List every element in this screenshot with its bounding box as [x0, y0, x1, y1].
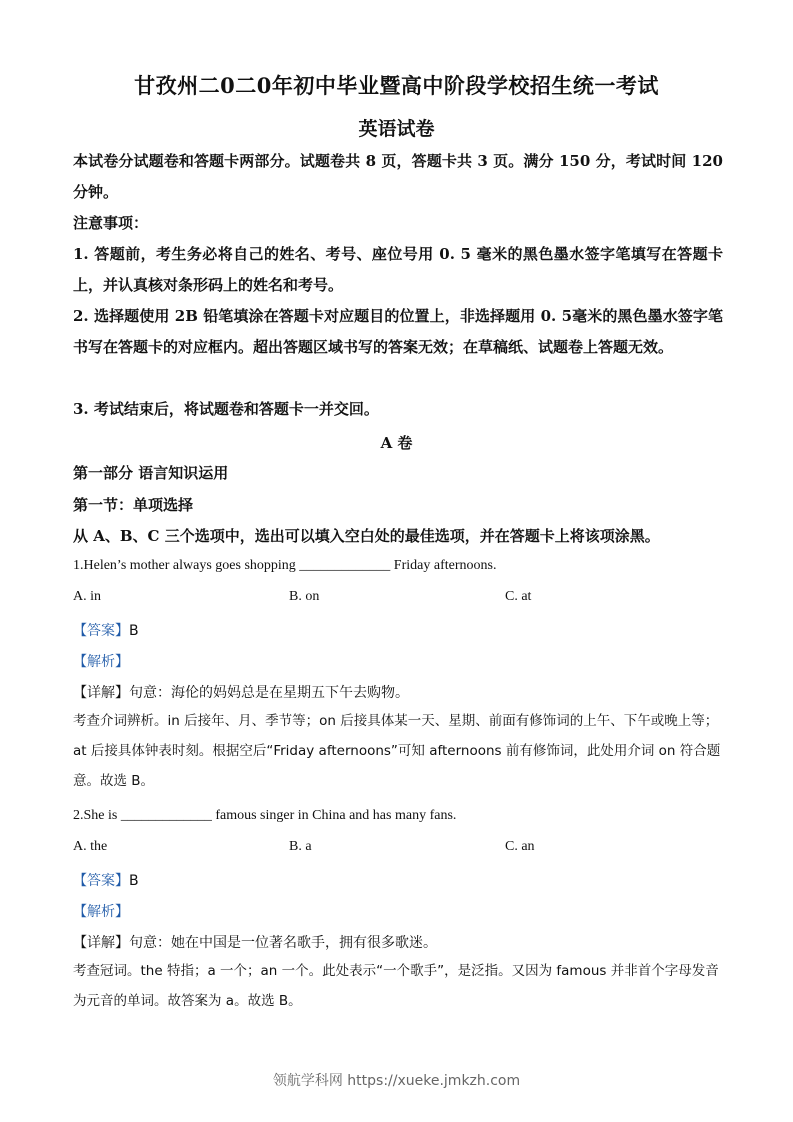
intro-paragraph: 本试卷分试题卷和答题卡两部分。试题卷共 8 页，答题卡共 3 页。满分 150 分，考试时间 120 分钟。 — [73, 152, 723, 201]
option-a: A. in — [73, 589, 101, 604]
volume-heading: A 卷 — [380, 434, 413, 452]
detail-line — [73, 682, 409, 702]
answer-line — [73, 870, 139, 890]
notice-item: 1. 答题前，考生务必将自己的姓名、考号、座位号用 0. 5 毫米的黑色墨水签字笔填写在答题卡上，并认真核对条形码上的姓名和考号。 — [73, 245, 723, 294]
instruction-text: 从 A、B、C 三个选项中，选出可以填入空白处的最佳选项，并在答题卡上将该项涂黑。 — [73, 527, 660, 545]
answer-label: 【答案】 — [73, 623, 129, 639]
question-stem: 2.She is _____________ famous singer in China and has many fans. — [73, 808, 457, 823]
option-a: A. the — [73, 839, 108, 854]
notice-heading: 注意事项： — [73, 214, 149, 232]
subsection-heading: 第一节：单项选择 — [73, 496, 194, 514]
detail-label: 【详解】 — [73, 935, 129, 951]
notice-item: 3. 考试结束后，将试题卷和答题卡一并交回。 — [73, 400, 379, 418]
detail-line — [73, 932, 437, 952]
answer-line — [73, 620, 139, 640]
option-c: C. at — [505, 589, 532, 604]
explanation-text: 考查冠词。the 特指；a 一个；an 一个。此处表示“一个歌手”，是泛指。又因为 famous 并非首个字母发音为元音的单词。故答案为 a。故选 B。 — [73, 963, 719, 1009]
explanation-text: 考查介词辨析。in 后接年、月、季节等；on 后接具体某一天、星期、前面有修饰词的上午、下午或晚上等；at 后接具体钟表时刻。根据空后“Friday afternoons”可知 afternoons 前有修饰词，此处用介词 on 符合题意。故选 B。 — [73, 713, 721, 789]
option-b: B. on — [289, 589, 320, 604]
part-heading: 第一部分 语言知识运用 — [73, 464, 229, 482]
detail-text: 句意：她在中国是一位著名歌手，拥有很多歌迷。 — [129, 935, 437, 951]
option-c: C. an — [505, 839, 535, 854]
answer-value: B — [129, 623, 139, 639]
answer-value: B — [129, 873, 139, 889]
question-stem: 1.Helen’s mother always goes shopping _____________ Friday afternoons. — [73, 558, 497, 573]
detail-text: 句意：海伦的妈妈总是在星期五下午去购物。 — [129, 685, 409, 701]
analysis-label: 【解析】 — [73, 904, 129, 920]
analysis-label: 【解析】 — [73, 654, 129, 670]
answer-label: 【答案】 — [73, 873, 129, 889]
detail-label: 【详解】 — [73, 685, 129, 701]
footer-watermark: 领航学科网 https://xueke.jmkzh.com — [272, 1073, 521, 1089]
exam-subtitle: 英语试卷 — [358, 118, 435, 140]
notice-item: 2. 选择题使用 2B 铅笔填涂在答题卡对应题目的位置上，非选择题用 0. 5毫米的黑色墨水签字笔书写在答题卡的对应框内。超出答题区域书写的答案无效；在草稿纸、试题卷上答题无效。 — [73, 307, 723, 356]
exam-title: 甘孜州二0二0年初中毕业暨高中阶段学校招生统一考试 — [134, 73, 659, 98]
option-b: B. a — [289, 839, 312, 854]
